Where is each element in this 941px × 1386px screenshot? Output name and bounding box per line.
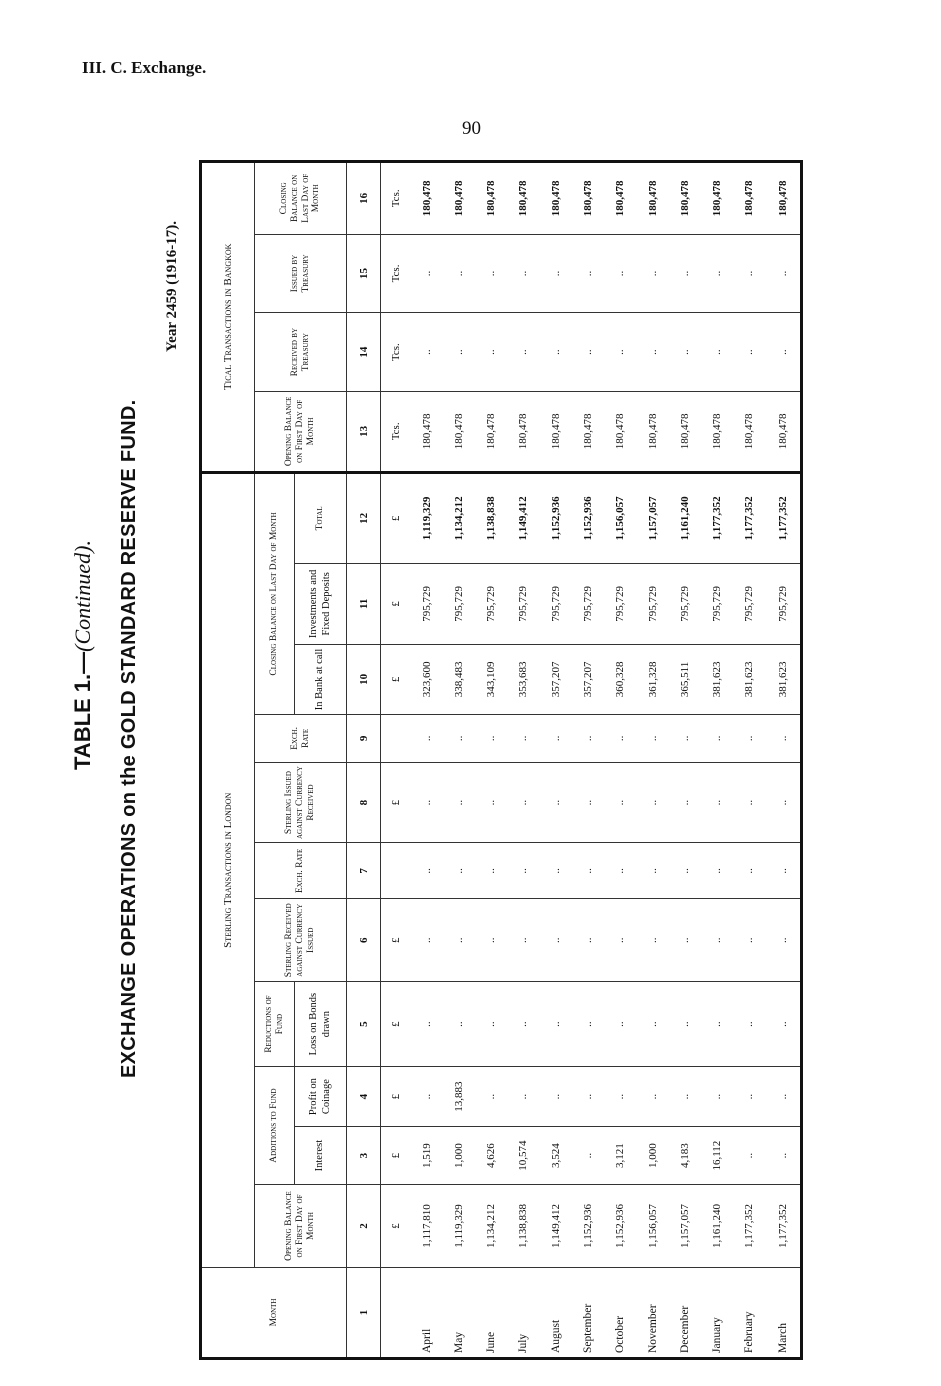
value-cell: 180,478 — [604, 391, 636, 472]
column-number-9: 9 — [347, 715, 381, 763]
header-sterling-issued: Sterling Issued against Currency Received — [255, 762, 347, 843]
value-cell: 795,729 — [572, 563, 604, 644]
value-cell: 180,478 — [540, 162, 572, 235]
value-cell: .. — [701, 234, 733, 313]
month-cell: January — [701, 1267, 733, 1358]
column-number-14: 14 — [347, 313, 381, 392]
value-cell: .. — [540, 843, 572, 899]
value-cell: .. — [475, 715, 507, 763]
value-cell: 4,626 — [475, 1127, 507, 1185]
value-cell: 795,729 — [411, 563, 443, 644]
table-row — [766, 162, 802, 1359]
value-cell: .. — [766, 899, 802, 982]
value-cell: .. — [475, 313, 507, 392]
value-cell: 795,729 — [443, 563, 475, 644]
value-cell: 353,683 — [507, 644, 539, 714]
value-cell: .. — [701, 1067, 733, 1127]
value-cell: .. — [475, 982, 507, 1067]
value-cell: 180,478 — [669, 162, 701, 235]
table-row — [572, 162, 604, 1359]
column-number-7: 7 — [347, 843, 381, 899]
value-cell: .. — [604, 762, 636, 843]
header-total: Total — [295, 472, 347, 563]
value-cell: 1,156,057 — [604, 472, 636, 563]
value-cell: .. — [636, 234, 668, 313]
value-cell: .. — [507, 234, 539, 313]
value-cell: .. — [669, 715, 701, 763]
value-cell: 4,183 — [669, 1127, 701, 1185]
value-cell: 180,478 — [766, 391, 802, 472]
value-cell: .. — [411, 762, 443, 843]
value-cell: .. — [443, 843, 475, 899]
unit-label: Tcs. — [381, 162, 411, 235]
table-row — [443, 162, 475, 1359]
value-cell: .. — [669, 899, 701, 982]
header-opening-balance: Opening Balance on First Day of Month — [255, 1185, 347, 1268]
column-number-16: 16 — [347, 162, 381, 235]
header-loss-bonds: Loss on Bonds drawn — [295, 982, 347, 1067]
value-cell: 361,328 — [636, 644, 668, 714]
value-cell: .. — [572, 899, 604, 982]
column-number-3: 3 — [347, 1127, 381, 1185]
value-cell: 795,729 — [507, 563, 539, 644]
value-cell: .. — [475, 1067, 507, 1127]
value-cell: .. — [669, 982, 701, 1067]
unit-label — [381, 715, 411, 763]
value-cell: 1,138,838 — [475, 472, 507, 563]
unit-label: £ — [381, 1127, 411, 1185]
value-cell: 180,478 — [411, 391, 443, 472]
exchange-operations-table — [199, 160, 803, 1360]
header-month: Month — [201, 1267, 347, 1358]
value-cell: .. — [636, 715, 668, 763]
value-cell: 795,729 — [733, 563, 765, 644]
value-cell: 357,207 — [572, 644, 604, 714]
value-cell: 10,574 — [507, 1127, 539, 1185]
value-cell: .. — [507, 762, 539, 843]
value-cell: 1,152,936 — [572, 1185, 604, 1268]
value-cell: .. — [701, 715, 733, 763]
value-cell: .. — [636, 1067, 668, 1127]
header-exch-rate-9: Exch. Rate — [255, 715, 347, 763]
value-cell: .. — [733, 762, 765, 843]
value-cell: 180,478 — [636, 391, 668, 472]
value-cell: 365,511 — [669, 644, 701, 714]
value-cell: .. — [733, 899, 765, 982]
value-cell: .. — [540, 982, 572, 1067]
value-cell: 1,157,057 — [669, 1185, 701, 1268]
month-cell: October — [604, 1267, 636, 1358]
value-cell: .. — [636, 899, 668, 982]
value-cell: .. — [636, 843, 668, 899]
value-cell: .. — [604, 234, 636, 313]
value-cell: .. — [701, 313, 733, 392]
table-row — [669, 162, 701, 1359]
value-cell: .. — [604, 899, 636, 982]
column-number-5: 5 — [347, 982, 381, 1067]
value-cell: .. — [540, 715, 572, 763]
value-cell: 180,478 — [475, 391, 507, 472]
value-cell: 1,149,412 — [540, 1185, 572, 1268]
value-cell: 180,478 — [572, 162, 604, 235]
value-cell: .. — [701, 899, 733, 982]
value-cell: 381,623 — [733, 644, 765, 714]
table-row — [507, 162, 539, 1359]
column-number-12: 12 — [347, 472, 381, 563]
value-cell: 180,478 — [572, 391, 604, 472]
header-exch-rate-7: Exch. Rate — [255, 843, 347, 899]
value-cell: .. — [636, 762, 668, 843]
value-cell: .. — [701, 982, 733, 1067]
value-cell: 180,478 — [411, 162, 443, 235]
value-cell: 1,152,936 — [572, 472, 604, 563]
value-cell: 1,134,212 — [443, 472, 475, 563]
value-cell: .. — [669, 843, 701, 899]
value-cell: .. — [475, 234, 507, 313]
value-cell: 381,623 — [701, 644, 733, 714]
header-closing-tical: Closing Balance on Last Day of Month — [255, 162, 347, 235]
value-cell: .. — [540, 234, 572, 313]
value-cell: .. — [443, 234, 475, 313]
header-group-bangkok: Tical Transactions in Bangkok — [201, 162, 255, 473]
value-cell: 1,177,352 — [733, 1185, 765, 1268]
unit-label: £ — [381, 899, 411, 982]
value-cell: .. — [507, 715, 539, 763]
value-cell: .. — [443, 899, 475, 982]
value-cell: .. — [443, 313, 475, 392]
unit-label: £ — [381, 1185, 411, 1268]
value-cell: 180,478 — [443, 391, 475, 472]
value-cell: .. — [604, 313, 636, 392]
value-cell: 1,000 — [636, 1127, 668, 1185]
value-cell: 1,177,352 — [766, 472, 802, 563]
column-number-15: 15 — [347, 234, 381, 313]
value-cell: 180,478 — [701, 162, 733, 235]
header-in-bank: In Bank at call — [295, 644, 347, 714]
month-cell: May — [443, 1267, 475, 1358]
value-cell: 180,478 — [669, 391, 701, 472]
header-reductions: Reductions of Fund — [255, 982, 295, 1067]
value-cell: .. — [636, 982, 668, 1067]
table-row — [411, 162, 443, 1359]
value-cell: 1,000 — [443, 1127, 475, 1185]
value-cell: .. — [411, 899, 443, 982]
month-cell: April — [411, 1267, 443, 1358]
table-row — [733, 162, 765, 1359]
table-title-continued: (Continued). — [70, 540, 95, 652]
value-cell: 1,177,352 — [733, 472, 765, 563]
value-cell: .. — [636, 313, 668, 392]
header-additions: Additions to Fund — [255, 1067, 295, 1185]
value-cell: .. — [443, 982, 475, 1067]
value-cell: 1,152,936 — [604, 1185, 636, 1268]
value-cell: .. — [604, 1067, 636, 1127]
value-cell: 180,478 — [733, 391, 765, 472]
value-cell: .. — [733, 1127, 765, 1185]
value-cell: .. — [669, 1067, 701, 1127]
header-profit-coinage: Profit on Coinage — [295, 1067, 347, 1127]
table-title-main: TABLE 1.— — [70, 651, 95, 770]
value-cell: 180,478 — [507, 162, 539, 235]
value-cell: .. — [766, 234, 802, 313]
month-cell: November — [636, 1267, 668, 1358]
value-cell: 180,478 — [701, 391, 733, 472]
value-cell: 795,729 — [766, 563, 802, 644]
value-cell: 180,478 — [733, 162, 765, 235]
column-number-row — [347, 162, 381, 1359]
header-closing-balance: Closing Balance on Last Day of Month — [255, 472, 295, 714]
value-cell: .. — [475, 843, 507, 899]
column-number-11: 11 — [347, 563, 381, 644]
value-cell: .. — [766, 1127, 802, 1185]
header-group-london: Sterling Transactions in London — [201, 472, 255, 1267]
value-cell: 180,478 — [443, 162, 475, 235]
value-cell: .. — [572, 762, 604, 843]
value-cell: .. — [766, 313, 802, 392]
value-cell: 795,729 — [669, 563, 701, 644]
value-cell: .. — [572, 715, 604, 763]
value-cell: .. — [669, 313, 701, 392]
value-cell: .. — [733, 715, 765, 763]
value-cell: .. — [572, 1067, 604, 1127]
unit-label — [381, 843, 411, 899]
value-cell: .. — [669, 234, 701, 313]
column-number-6: 6 — [347, 899, 381, 982]
value-cell: .. — [604, 715, 636, 763]
month-cell: March — [766, 1267, 802, 1358]
value-cell: .. — [766, 1067, 802, 1127]
unit-label: £ — [381, 1067, 411, 1127]
value-cell: .. — [540, 899, 572, 982]
unit-label: £ — [381, 644, 411, 714]
year-label: Year 2459 (1916-17). — [164, 221, 180, 352]
value-cell: 1,138,838 — [507, 1185, 539, 1268]
value-cell: 180,478 — [507, 391, 539, 472]
value-cell: 338,483 — [443, 644, 475, 714]
value-cell: .. — [766, 982, 802, 1067]
column-number-2: 2 — [347, 1185, 381, 1268]
column-number-4: 4 — [347, 1067, 381, 1127]
column-number-13: 13 — [347, 391, 381, 472]
value-cell: .. — [507, 843, 539, 899]
value-cell: .. — [572, 982, 604, 1067]
value-cell: .. — [766, 762, 802, 843]
value-cell: .. — [475, 899, 507, 982]
column-number-10: 10 — [347, 644, 381, 714]
unit-label: £ — [381, 762, 411, 843]
value-cell: .. — [507, 313, 539, 392]
value-cell: .. — [766, 715, 802, 763]
value-cell: 1,177,352 — [701, 472, 733, 563]
month-cell: September — [572, 1267, 604, 1358]
section-heading: III. C. Exchange. — [82, 58, 207, 77]
header-sterling-received: Sterling Received against Currency Issued — [255, 899, 347, 982]
value-cell: .. — [475, 762, 507, 843]
value-cell: 1,149,412 — [507, 472, 539, 563]
value-cell: 180,478 — [475, 162, 507, 235]
unit-row — [381, 162, 411, 1359]
header-interest: Interest — [295, 1127, 347, 1185]
value-cell: .. — [572, 843, 604, 899]
value-cell: 180,478 — [604, 162, 636, 235]
value-cell: 1,519 — [411, 1127, 443, 1185]
value-cell: .. — [443, 762, 475, 843]
value-cell: .. — [507, 982, 539, 1067]
value-cell: .. — [733, 234, 765, 313]
value-cell: .. — [733, 982, 765, 1067]
value-cell: .. — [604, 982, 636, 1067]
table-row — [475, 162, 507, 1359]
value-cell: .. — [443, 715, 475, 763]
header-received-treasury: Received by Treasury — [255, 313, 347, 392]
value-cell: 3,524 — [540, 1127, 572, 1185]
value-cell: .. — [766, 843, 802, 899]
table-row — [636, 162, 668, 1359]
value-cell: .. — [701, 762, 733, 843]
value-cell: 795,729 — [540, 563, 572, 644]
value-cell: .. — [540, 313, 572, 392]
value-cell: .. — [411, 313, 443, 392]
value-cell: 343,109 — [475, 644, 507, 714]
value-cell: .. — [572, 234, 604, 313]
value-cell: 795,729 — [475, 563, 507, 644]
value-cell: 16,112 — [701, 1127, 733, 1185]
value-cell: .. — [733, 843, 765, 899]
page-number: 90 — [462, 118, 481, 139]
value-cell: .. — [411, 982, 443, 1067]
month-cell: June — [475, 1267, 507, 1358]
value-cell: 357,207 — [540, 644, 572, 714]
table-title — [70, 540, 96, 770]
table-row — [604, 162, 636, 1359]
value-cell: 795,729 — [701, 563, 733, 644]
value-cell: 1,161,240 — [669, 472, 701, 563]
value-cell: 3,121 — [604, 1127, 636, 1185]
unit-label: £ — [381, 982, 411, 1067]
value-cell: .. — [572, 313, 604, 392]
table-row — [540, 162, 572, 1359]
value-cell: .. — [733, 313, 765, 392]
value-cell: 13,883 — [443, 1067, 475, 1127]
month-cell: February — [733, 1267, 765, 1358]
value-cell: 1,156,057 — [636, 1185, 668, 1268]
table-row — [701, 162, 733, 1359]
value-cell: 323,600 — [411, 644, 443, 714]
column-number-8: 8 — [347, 762, 381, 843]
value-cell: 1,161,240 — [701, 1185, 733, 1268]
value-cell: 1,119,329 — [443, 1185, 475, 1268]
value-cell: 180,478 — [636, 162, 668, 235]
value-cell: 1,177,352 — [766, 1185, 802, 1268]
value-cell: .. — [507, 1067, 539, 1127]
unit-label: £ — [381, 563, 411, 644]
value-cell: 180,478 — [766, 162, 802, 235]
value-cell: .. — [733, 1067, 765, 1127]
value-cell: .. — [669, 762, 701, 843]
value-cell: 795,729 — [636, 563, 668, 644]
header-opening-tical: Opening Balance on First Day of Month — [255, 391, 347, 472]
value-cell: .. — [411, 234, 443, 313]
value-cell: 1,134,212 — [475, 1185, 507, 1268]
value-cell: 1,117,810 — [411, 1185, 443, 1268]
unit-label: Tcs. — [381, 313, 411, 392]
header-issued-treasury: Issued by Treasury — [255, 234, 347, 313]
column-number-1: 1 — [347, 1267, 381, 1358]
table-header — [201, 162, 381, 1359]
table-subtitle: EXCHANGE OPERATIONS on the GOLD STANDARD RESERVE FUND. — [118, 399, 140, 1078]
unit-label: Tcs. — [381, 391, 411, 472]
value-cell: .. — [507, 899, 539, 982]
table-container — [199, 160, 803, 1360]
value-cell: 1,157,057 — [636, 472, 668, 563]
value-cell: .. — [540, 1067, 572, 1127]
value-cell: .. — [572, 1127, 604, 1185]
unit-label: Tcs. — [381, 234, 411, 313]
value-cell: .. — [540, 762, 572, 843]
unit-label — [381, 1267, 411, 1358]
value-cell: .. — [604, 843, 636, 899]
value-cell: 1,119,329 — [411, 472, 443, 563]
month-cell: July — [507, 1267, 539, 1358]
header-investments: Investments and Fixed Deposits — [295, 563, 347, 644]
value-cell: .. — [411, 843, 443, 899]
value-cell: 360,328 — [604, 644, 636, 714]
value-cell: 1,152,936 — [540, 472, 572, 563]
value-cell: 381,623 — [766, 644, 802, 714]
table-body — [381, 162, 802, 1359]
month-cell: August — [540, 1267, 572, 1358]
value-cell: .. — [411, 1067, 443, 1127]
value-cell: .. — [411, 715, 443, 763]
value-cell: 180,478 — [540, 391, 572, 472]
month-cell: December — [669, 1267, 701, 1358]
value-cell: 795,729 — [604, 563, 636, 644]
value-cell: .. — [701, 843, 733, 899]
unit-label: £ — [381, 472, 411, 563]
